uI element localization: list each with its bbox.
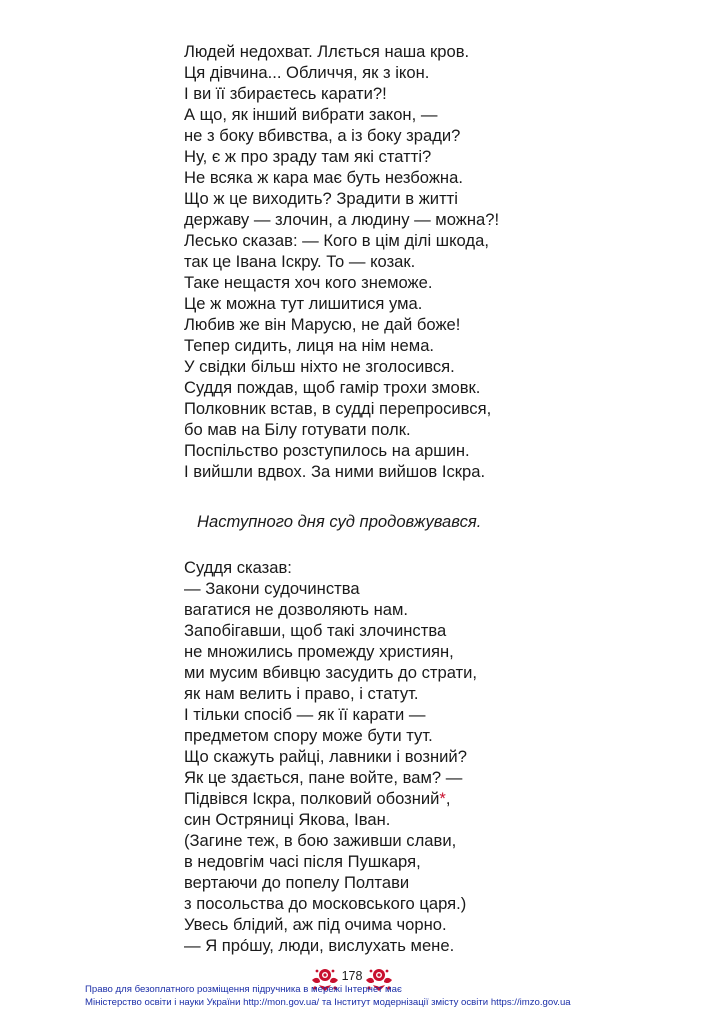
footer-rights-line: Право для безоплатного розміщення підручника в мережі Інтернет має (85, 984, 402, 995)
poem-block-2 (184, 557, 684, 956)
poem-line: Запобігавши, щоб такі злочинства (184, 621, 447, 640)
poem-line: Ця дівчина... Обличчя, як з ікон. (184, 63, 430, 82)
poem-line: Що скажуть райці, лавники і возний? (184, 747, 467, 766)
poem-line: вертаючи до попелу Полтави (184, 873, 410, 892)
poem-line: предметом спору може бути тут. (184, 726, 433, 745)
poem-line: І ви її збираєтесь карати?! (184, 84, 387, 103)
poem-line: Полковник встав, в судді перепросився, (184, 399, 492, 418)
stage-note: Наступного дня суд продовжувався. (197, 512, 482, 531)
poem-line: Що ж це виходить? Зрадити в житті (184, 189, 458, 208)
poem-line: — Я прóшу, люди, вислухать мене. (184, 936, 455, 955)
poem-line: Любив же він Марусю, не дай боже! (184, 315, 461, 334)
poem-line: Суддя пождав, щоб гамір трохи змовк. (184, 378, 481, 397)
poem-line: з посольства до московського царя.) (184, 894, 467, 913)
poem-line: І вийшли вдвох. За ними вийшов Іскра. (184, 462, 486, 481)
poem-line-text: Підвівся Іскра, полковий обозний (184, 789, 440, 808)
poem-line: вагатися не дозволяють нам. (184, 600, 409, 619)
poem-line: Увесь блідий, аж під очима чорно. (184, 915, 447, 934)
poem-line: не множились промежду християн, (184, 642, 454, 661)
poem-line: так це Івана Іскру. То — козак. (184, 252, 416, 271)
poem-line: Лесько сказав: — Кого в цім ділі шкода, (184, 231, 489, 250)
footer-ministry-line: Міністерство освіти і науки України http://mon.gov.ua/ та Інститут модернізації змісту освіти https://imzo.gov.ua (85, 997, 571, 1008)
footnote-asterisk[interactable]: * (439, 789, 446, 808)
poem-line: Не всяка ж кара має буть незбожна. (184, 168, 463, 187)
poem-line: як нам велить і право, і статут. (184, 684, 419, 703)
poem-line: бо мав на Білу готувати полк. (184, 420, 411, 439)
poem-line: державу — злочин, а людину — можна?! (184, 210, 500, 229)
poem-line: син Остряниці Якова, Іван. (184, 810, 391, 829)
page-number: 178 (341, 969, 363, 983)
poem-line: Це ж можна тут лишитися ума. (184, 294, 423, 313)
poem-line: Тепер сидить, лиця на нім нема. (184, 336, 435, 355)
poem-line: не з боку вбивства, а із боку зради? (184, 126, 461, 145)
poem-line: — Закони судочинства (184, 579, 360, 598)
poem-line: Поспільство розступилось на аршин. (184, 441, 470, 460)
poem-line: Ну, є ж про зраду там які статті? (184, 147, 432, 166)
poem-line: Як це здається, пане войте, вам? — (184, 768, 463, 787)
poem-line: (Загине теж, в бою заживши слави, (184, 831, 457, 850)
poem-block-1 (184, 41, 684, 482)
poem-line: І тільки спосіб — як її карати — (184, 705, 426, 724)
poem-line: Суддя сказав: (184, 558, 292, 577)
poem-line: А що, як інший вибрати закон, — (184, 105, 438, 124)
poem-line-punctuation: , (445, 789, 451, 808)
poem-line: У свідки більш ніхто не зголосився. (184, 357, 455, 376)
poem-line-with-footnote (184, 788, 684, 809)
poem-line: ми мусим вбивцю засудить до страти, (184, 663, 478, 682)
poem-line: Таке нещастя хоч кого знеможе. (184, 273, 433, 292)
poem-line: Людей недохват. Ллється наша кров. (184, 42, 470, 61)
poem-line: в недовгім часі після Пушкаря, (184, 852, 421, 871)
